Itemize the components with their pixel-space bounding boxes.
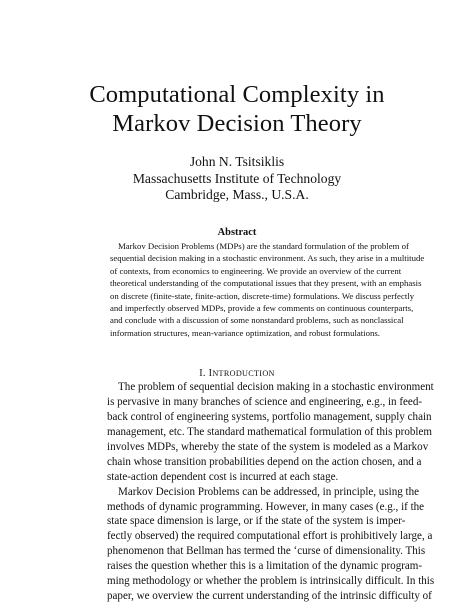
body-line: raises the question whether this is a limitation of the dynamic program- <box>107 560 423 573</box>
abstract-line: Markov Decision Problems (MDPs) are the standard formulation of the problem of <box>118 241 409 251</box>
paper-title <box>0 80 474 138</box>
section-title-rest: NTRODUCTION <box>212 369 275 378</box>
section-title-initial: I <box>208 368 213 379</box>
abstract-heading: Abstract <box>217 227 257 238</box>
body-line: involves MDPs, whereby the state of the system is modeled as a Markov <box>107 440 429 453</box>
body-line: The problem of sequential decision making in a stochastic environment <box>107 381 434 393</box>
body-line: methods of dynamic programming. However, in many cases (e.g., if the <box>107 500 425 513</box>
body-line: chain whose transition probabilities depend on the action chosen, and a <box>107 455 422 468</box>
title-line-1: Computational Complexity in <box>89 81 385 108</box>
body-line: fectly observed) the required computational effort is prohibitively large, a <box>107 530 433 543</box>
abstract-line: sequential decision making in a stochastic environment. As such, they arise in a multitude <box>110 253 425 264</box>
author-location: Cambridge, Mass., U.S.A. <box>165 187 309 202</box>
body-line: phenomenon that Bellman has termed the ‘curse of dimensionality. This <box>107 545 426 558</box>
section-heading-introduction <box>0 367 474 380</box>
body-line: Markov Decision Problems can be addressed, in principle, using the <box>107 485 420 498</box>
abstract-line: and imperfectly observed MDPs, provide a few comments on continuous counterparts, <box>110 303 414 314</box>
section-numeral: I. <box>199 368 206 379</box>
abstract-line: theoretical understanding of the computational issues that they present, with an emphasis <box>110 278 422 289</box>
title-line-2: Markov Decision Theory <box>112 110 362 137</box>
introduction-body <box>107 380 435 604</box>
author-name: John N. Tsitsiklis <box>189 154 285 169</box>
abstract-line: of contexts, from economics to engineering. We provide an overview of the current <box>110 265 402 276</box>
abstract-line: and conclude with a discussion of some nonstandard problems, such as nonclassical <box>110 315 404 326</box>
author-affiliation: Massachusetts Institute of Technology <box>132 170 342 186</box>
author-block <box>0 154 474 204</box>
abstract-line: on discrete (finite-state, finite-action, discrete-time) formulations. We discuss perfectly <box>110 290 415 301</box>
body-line: state space dimension is large, or if the state of the system is imper- <box>107 515 406 528</box>
abstract-line: information structures, mean-variance optimization, and robust formulations. <box>110 327 380 338</box>
body-line: is pervasive in many branches of science and engineering, e.g., in feed- <box>107 395 423 408</box>
body-line: management, etc. The standard mathematical formulation of this problem <box>107 425 432 438</box>
body-line: paper, we overview the current understanding of the intrinsic difficulty of <box>107 590 432 603</box>
body-line: ming methodology or whether the problem is intrinsically difficult. In this <box>107 575 435 588</box>
abstract-body <box>110 240 425 339</box>
body-line: state-action dependent cost is incurred at each stage. <box>107 470 339 483</box>
body-line: back control of engineering systems, portfolio management, supply chain <box>107 410 432 423</box>
